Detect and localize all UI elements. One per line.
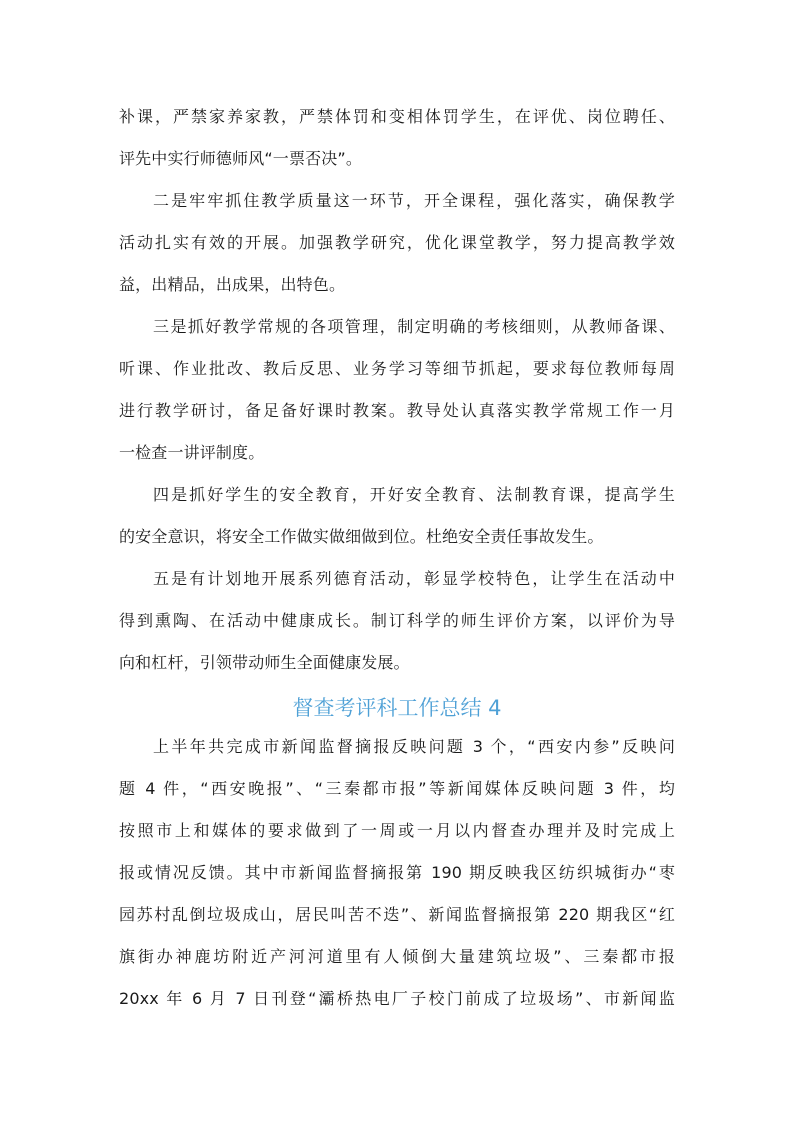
text-line: 题 4 件，“西安晚报”、“三秦都市报”等新闻媒体反映问题 3 件，均 [119, 779, 675, 798]
text-line: 三是抓好教学常规的各项管理，制定明确的考核细则，从教师备课、 [153, 317, 675, 336]
text-line: 得到熏陶、在活动中健康成长。制订科学的师生评价方案，以评价为导 [119, 611, 675, 630]
paragraph-news-supervision [119, 732, 675, 1014]
text-line: 上半年共完成市新闻监督摘报反映问题 3 个，“西安内参”反映问 [153, 737, 675, 756]
text-line: 二是牢牢抓住教学质量这一环节，开全课程，强化落实，确保教学 [153, 191, 675, 210]
text-line: 活动扎实有效的开展。加强教学研究，优化课堂教学，努力提高教学效 [119, 233, 675, 252]
text-line: 评先中实行师德师风“一票否决”。 [119, 149, 362, 168]
text-line: 按照市上和媒体的要求做到了一周或一月以内督查办理并及时完成上 [119, 821, 675, 840]
text-line: 听课、作业批改、教后反思、业务学习等细节抓起，要求每位教师每周 [119, 359, 675, 378]
paragraph-continuation [119, 102, 675, 174]
text-line: 一检查一讲评制度。 [119, 443, 265, 462]
text-line: 五是有计划地开展系列德育活动，彰显学校特色，让学生在活动中 [153, 569, 675, 588]
text-line: 报或情况反馈。其中市新闻监督摘报第 190 期反映我区纺织城街办“枣 [119, 863, 675, 882]
text-line: 四是抓好学生的安全教育，开好安全教育、法制教育课，提高学生 [153, 485, 675, 504]
text-line: 补课，严禁家养家教，严禁体罚和变相体罚学生，在评优、岗位聘任、 [119, 107, 675, 126]
text-line: 向和杠杆，引领带动师生全面健康发展。 [119, 653, 410, 672]
section-heading: 督查考评科工作总结 4 [292, 696, 502, 720]
paragraph-moral-activities [119, 564, 675, 678]
paragraph-safety-education [119, 480, 675, 552]
text-line: 旗街办神鹿坊附近产河河道里有人倾倒大量建筑垃圾”、三秦都市报 [119, 947, 675, 966]
text-line: 园苏村乱倒垃圾成山，居民叫苦不迭”、新闻监督摘报第 220 期我区“红 [119, 905, 675, 924]
paragraph-teaching-quality [119, 186, 675, 300]
document-page [119, 102, 675, 1026]
text-line: 20xx 年 6 月 7 日刊登“灞桥热电厂子校门前成了垃圾场”、市新闻监 [119, 989, 675, 1008]
text-line: 的安全意识，将安全工作做实做细做到位。杜绝安全责任事故发生。 [119, 527, 604, 546]
paragraph-teaching-routine [119, 312, 675, 468]
text-line: 进行教学研讨，备足备好课时教案。教导处认真落实教学常规工作一月 [119, 401, 675, 420]
text-line: 益，出精品，出成果，出特色。 [119, 275, 346, 294]
